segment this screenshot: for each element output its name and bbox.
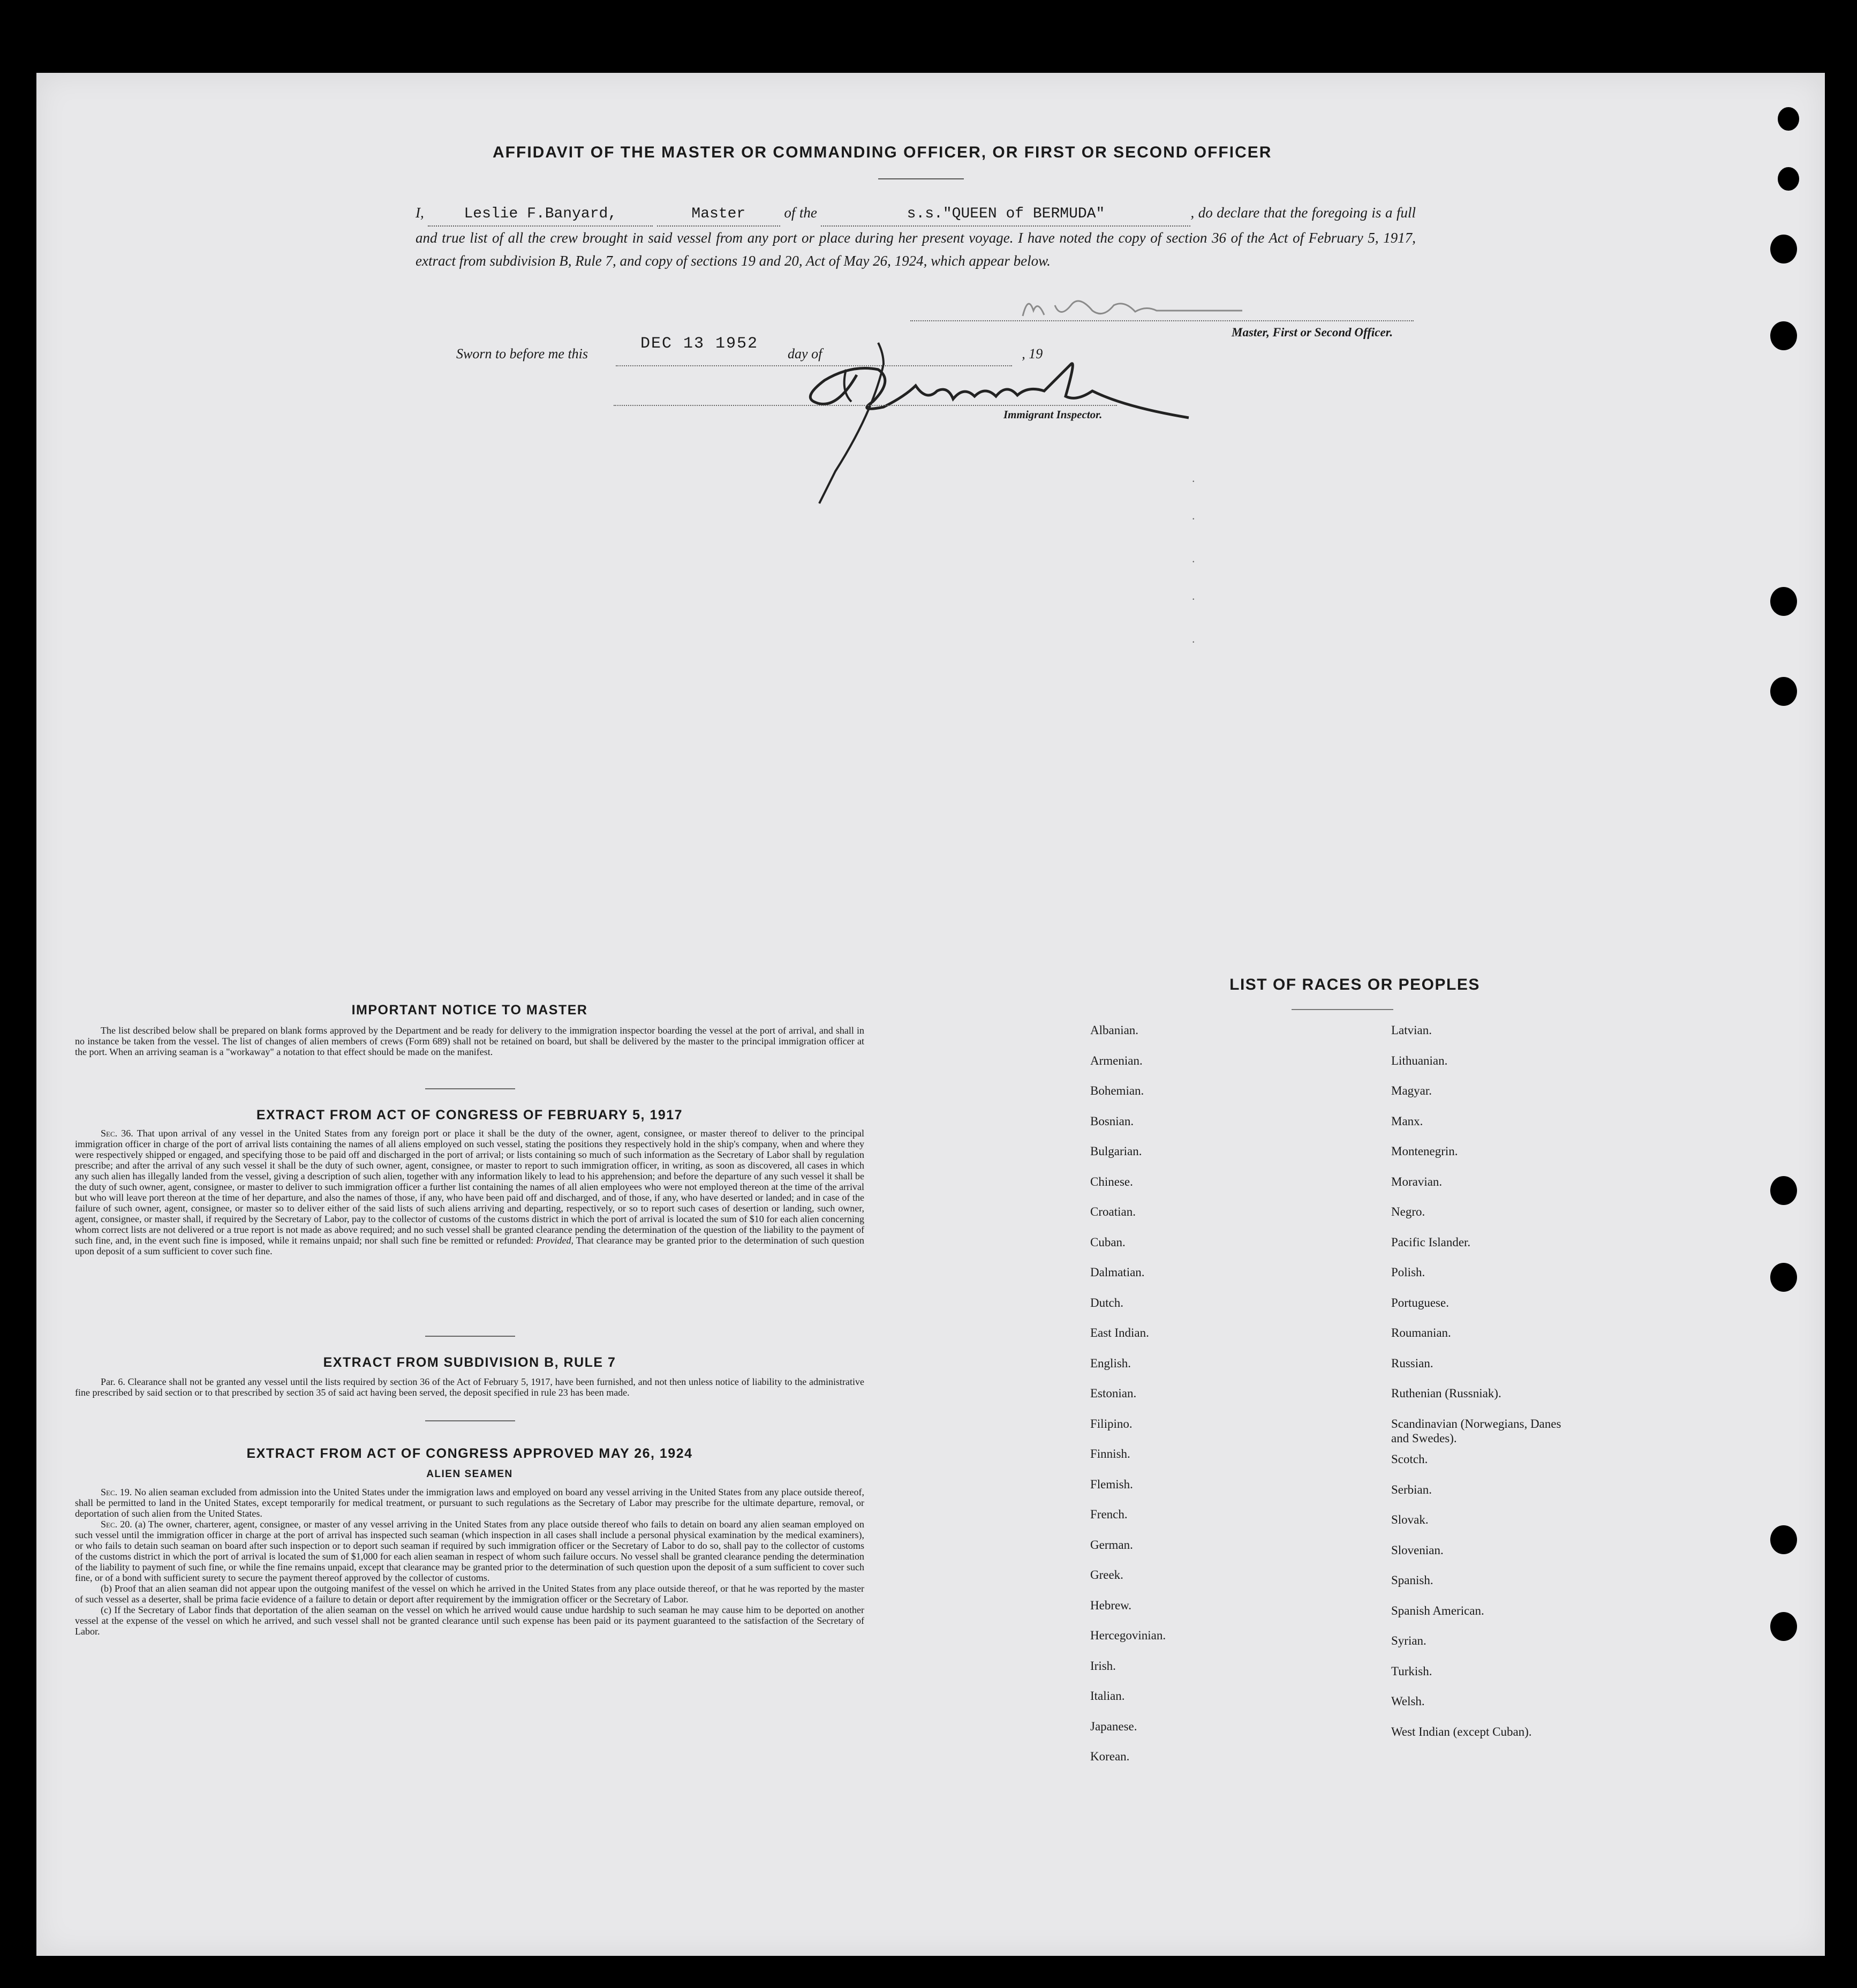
race-item: Cuban.	[1090, 1235, 1126, 1249]
day-of-label: day of	[788, 346, 822, 362]
race-item: Dutch.	[1090, 1296, 1123, 1309]
race-item: Bohemian.	[1090, 1084, 1144, 1097]
race-item: Polish.	[1391, 1266, 1425, 1279]
race-item: Spanish American.	[1391, 1603, 1484, 1617]
bleed-mark: .	[1192, 632, 1195, 645]
race-item: East Indian.	[1090, 1326, 1149, 1339]
punch-hole	[1778, 167, 1799, 191]
race-item: Hercegovinian.	[1090, 1629, 1166, 1642]
inspector-signature-line	[614, 405, 1117, 406]
race-item: Scandinavian (Norwegians, Danes and Swedes).	[1391, 1417, 1561, 1445]
extract-rule7-title: EXTRACT FROM SUBDIVISION B, RULE 7	[323, 1355, 616, 1370]
race-item: Italian.	[1090, 1689, 1125, 1703]
race-item: Lithuanian.	[1391, 1053, 1448, 1067]
inspector-signature	[792, 332, 1199, 509]
extract-1924-subtitle: ALIEN SEAMEN	[426, 1469, 513, 1480]
race-item: Montenegrin.	[1391, 1144, 1458, 1158]
race-item: Japanese.	[1090, 1719, 1137, 1733]
master-signature-line	[910, 320, 1414, 321]
section-36-text: That upon arrival of any vessel in the United States from any foreign port or place it shall be the duty of the owner, agent, consignee, or master thereof to deliver to the principal immigration officer in charge of the port of arrival lists containing the names of all aliens employed on such vessel, stating the positions they respectively hold in the ship's company, when and where they were respectively shipped or engaged, and specifying those to be paid off and discharged in the port of arrival; or lists containing so much of such information as the Secretary of Labor shall by regulation prescribe; and after the arrival of any such vessel it shall be the duty of such owner, agent, consignee, or master to report to such immigration officer, in writing, as soon as discovered, all cases in which any such alien has illegally landed from the vessel, giving a description of such alien, together with any information likely to lead to his apprehension; and before the departure of any such vessel it shall be the duty of such owner, agent, consignee, or master to deliver to such immigration officer a further list containing the names of all alien employees who were not employed thereon at the time of the arrival but who will leave port thereon at the time of her departure, and also the names of those, if any, who have been paid off and discharged, and of those, if any, who have deserted or landed; and in case of the failure of such owner, agent, consignee, or master so to deliver either of the said lists of such aliens arriving and departing, respectively, or so to report such cases of desertion or landing, such owner, agent, consignee, or master shall, if required by the Secretary of Labor, pay to the collector of customs of the customs district in which the port of arrival is located the sum of $10 for each alien concerning whom correct lists are not delivered or a true report is not made as above required; and no such vessel shall be granted clearance pending the determination of the question of the liability to the payment of such fine, and, in the event such fine is imposed, while it remains unpaid; nor shall such fine be remitted or refunded:	[75, 1128, 864, 1246]
race-item: Dalmatian.	[1090, 1266, 1145, 1279]
section-20c: (c) If the Secretary of Labor finds that deportation of the alien seaman on the vessel on which he arrived would cause undue hardship to such seaman he may cause him to be deported on another vessel at the expense of the vessel on which he arrived, and such vessel shall not be granted clearance until such expense has been paid or its payment guaranteed to the satisfaction of the Secretary of Labor.	[75, 1605, 864, 1637]
extract-1924-text	[75, 1487, 864, 1637]
extract-rule7-text: Par. 6. Clearance shall not be granted any vessel until the lists required by section 36 of the Act of February 5, 1917, have been furnished, and not then unless notice of liability to the administrative fine prescribed by said section or to that prescribed by section 35 of said act having been served, the deposit specified in rule 23 has been made.	[75, 1376, 864, 1398]
section-36-end: That clearance may be granted prior to the determination of such question upon deposit of a sum sufficient to cover such fine.	[75, 1235, 864, 1256]
race-item: Estonian.	[1090, 1387, 1137, 1400]
race-item: Korean.	[1090, 1750, 1130, 1763]
punch-hole	[1770, 321, 1797, 350]
punch-hole	[1770, 235, 1797, 263]
punch-hole	[1770, 587, 1797, 616]
race-item: Croatian.	[1090, 1205, 1136, 1218]
section-label: Sec. 20.	[101, 1519, 132, 1530]
punch-hole	[1778, 107, 1799, 131]
race-item: Syrian.	[1391, 1634, 1426, 1647]
race-item: Finnish.	[1090, 1447, 1130, 1460]
race-item: Serbian.	[1391, 1482, 1432, 1496]
race-item: Bosnian.	[1090, 1114, 1134, 1128]
section-19	[75, 1487, 864, 1519]
section-label: Sec. 19.	[101, 1487, 132, 1497]
section-label: Sec. 36.	[101, 1128, 133, 1139]
race-item: English.	[1090, 1356, 1131, 1370]
punch-hole	[1770, 1525, 1797, 1554]
race-item: Portuguese.	[1391, 1296, 1449, 1309]
bleed-mark: .	[1192, 509, 1195, 522]
divider	[425, 1336, 515, 1337]
affidavit-i: I,	[416, 205, 424, 221]
race-item: Pacific Islander.	[1391, 1235, 1471, 1249]
punch-hole	[1770, 1263, 1797, 1292]
section-20b: (b) Proof that an alien seaman did not appear upon the outgoing manifest of the vessel on which he arrived in the United States from any place outside thereof, or that he was reported by the master of such vessel as a deserter, shall be prima facie evidence of a failure to detain or deport after requirement by the immigration officer or the Secretary of Labor.	[75, 1583, 864, 1605]
punch-hole	[1770, 1176, 1797, 1205]
punch-hole	[1770, 1612, 1797, 1641]
race-item: Ruthenian (Russniak).	[1391, 1387, 1501, 1400]
of-the-label: of the	[784, 205, 817, 221]
bleed-mark: .	[1192, 471, 1195, 485]
race-item: Negro.	[1391, 1205, 1425, 1218]
race-item: Turkish.	[1391, 1664, 1432, 1678]
race-item: Latvian.	[1391, 1023, 1432, 1037]
bleed-mark: .	[1192, 552, 1195, 565]
race-item: Flemish.	[1090, 1477, 1133, 1491]
inspector-label: Immigrant Inspector.	[1003, 408, 1103, 421]
divider	[425, 1420, 515, 1421]
bleed-mark: .	[1192, 589, 1195, 603]
race-item: German.	[1090, 1538, 1133, 1552]
race-item: Greek.	[1090, 1568, 1123, 1582]
section-20a	[75, 1519, 864, 1583]
master-name: Leslie F.Banyard,	[428, 202, 653, 227]
race-item: Russian.	[1391, 1356, 1433, 1370]
provided-label: Provided,	[536, 1235, 574, 1246]
declare-label: , do declare	[1190, 205, 1260, 221]
race-item: Slovak.	[1391, 1513, 1429, 1526]
race-item: Roumanian.	[1391, 1326, 1451, 1339]
sworn-date-stamp: DEC 13 1952	[640, 335, 759, 353]
race-item: Manx.	[1391, 1114, 1423, 1128]
divider	[878, 178, 964, 179]
affidavit-title: AFFIDAVIT OF THE MASTER OR COMMANDING OFFICER, OR FIRST OR SECOND OFFICER	[493, 144, 1272, 161]
year-label: , 19	[1022, 346, 1043, 362]
race-item: Chinese.	[1090, 1174, 1133, 1188]
divider	[425, 1088, 515, 1089]
race-item: Bulgarian.	[1090, 1144, 1142, 1158]
master-label: Master, First or Second Officer.	[1232, 326, 1393, 339]
race-item: Welsh.	[1391, 1695, 1425, 1708]
race-item: Irish.	[1090, 1659, 1116, 1673]
race-item: Albanian.	[1090, 1023, 1139, 1037]
vessel-name: s.s."QUEEN of BERMUDA"	[821, 202, 1190, 227]
extract-1924-title: EXTRACT FROM ACT OF CONGRESS APPROVED MAY 26, 1924	[246, 1446, 693, 1461]
races-title: LIST OF RACES OR PEOPLES	[1229, 976, 1480, 993]
race-item: Hebrew.	[1090, 1598, 1132, 1612]
race-item: Scotch.	[1391, 1452, 1428, 1466]
race-item: Spanish.	[1391, 1573, 1433, 1587]
master-rank: Master	[657, 202, 780, 227]
notice-text: The list described below shall be prepared on blank forms approved by the Department and be ready for delivery to the immigration inspector boarding the vessel at the port of arrival, and shall in no instance be taken from the vessel. The list of changes of alien members of crews (Form 689) shall not be retained on board, but shall be delivered by the master to the principal immigration officer at the port. When an arriving seaman is a "workaway" a notation to that effect should be made on the manifest.	[75, 1025, 864, 1057]
race-item: Armenian.	[1090, 1053, 1143, 1067]
race-item: West Indian (except Cuban).	[1391, 1725, 1532, 1738]
section-20a-text: (a) The owner, charterer, agent, consignee, or master of any vessel arriving in the United States from any place outside thereof who fails to detain on board any alien seaman employed on such vessel until the immigration officer in charge at the port of arrival has inspected such seaman (which inspection in all cases shall include a personal physical examination by the medical examiners), or who fails to detain such seaman on board after such inspection or to deport such seaman if required by such immigration officer or the Secretary of Labor to do so, shall pay to the collector of customs of the customs district in which the port of arrival is located the sum of $1,000 for each alien seaman in respect of whom such failure occurs. No vessel shall be granted clearance pending the determination of the liability to payment of such fine, or while the fine remains unpaid, except that clearance may be granted prior to the determination of such question upon the deposit of a sum sufficient to cover such fine, or of a bond with sufficient surety to secure the payment thereof approved by the collector of customs.	[75, 1519, 865, 1583]
race-item: Magyar.	[1391, 1084, 1432, 1097]
extract-1917-title: EXTRACT FROM ACT OF CONGRESS OF FEBRUARY 5, 1917	[256, 1108, 683, 1123]
race-item: French.	[1090, 1508, 1128, 1521]
notice-title: IMPORTANT NOTICE TO MASTER	[351, 1003, 588, 1018]
race-item: Slovenian.	[1391, 1543, 1444, 1557]
extract-1917-text	[75, 1128, 864, 1256]
race-item: Filipino.	[1090, 1417, 1133, 1430]
punch-hole	[1770, 677, 1797, 706]
race-item: Moravian.	[1391, 1174, 1443, 1188]
affidavit-body	[416, 201, 1416, 273]
section-19-text: No alien seaman excluded from admission into the United States under the immigration laws and employed on board any vessel arriving in the United States from any place outside thereof, shall be permitted to land in the United States, except temporarily for medical treatment, or pursuant to such regulations as the Secretary of Labor may prescribe for the ultimate departure, removal, or deportation of such alien from the United States.	[75, 1487, 865, 1519]
sworn-label: Sworn to before me this	[456, 346, 588, 362]
affidavit-statement: that the foregoing is a full and true list of all the crew brought in said vessel from any port or place during her present voyage. I have noted the copy of section 36 of the Act of February 5, 1917, extract from subdivision B, Rule 7, and copy of sections 19 and 20, Act of May 26, 1924, which appear below.	[416, 205, 1416, 269]
divider	[1292, 1009, 1393, 1010]
